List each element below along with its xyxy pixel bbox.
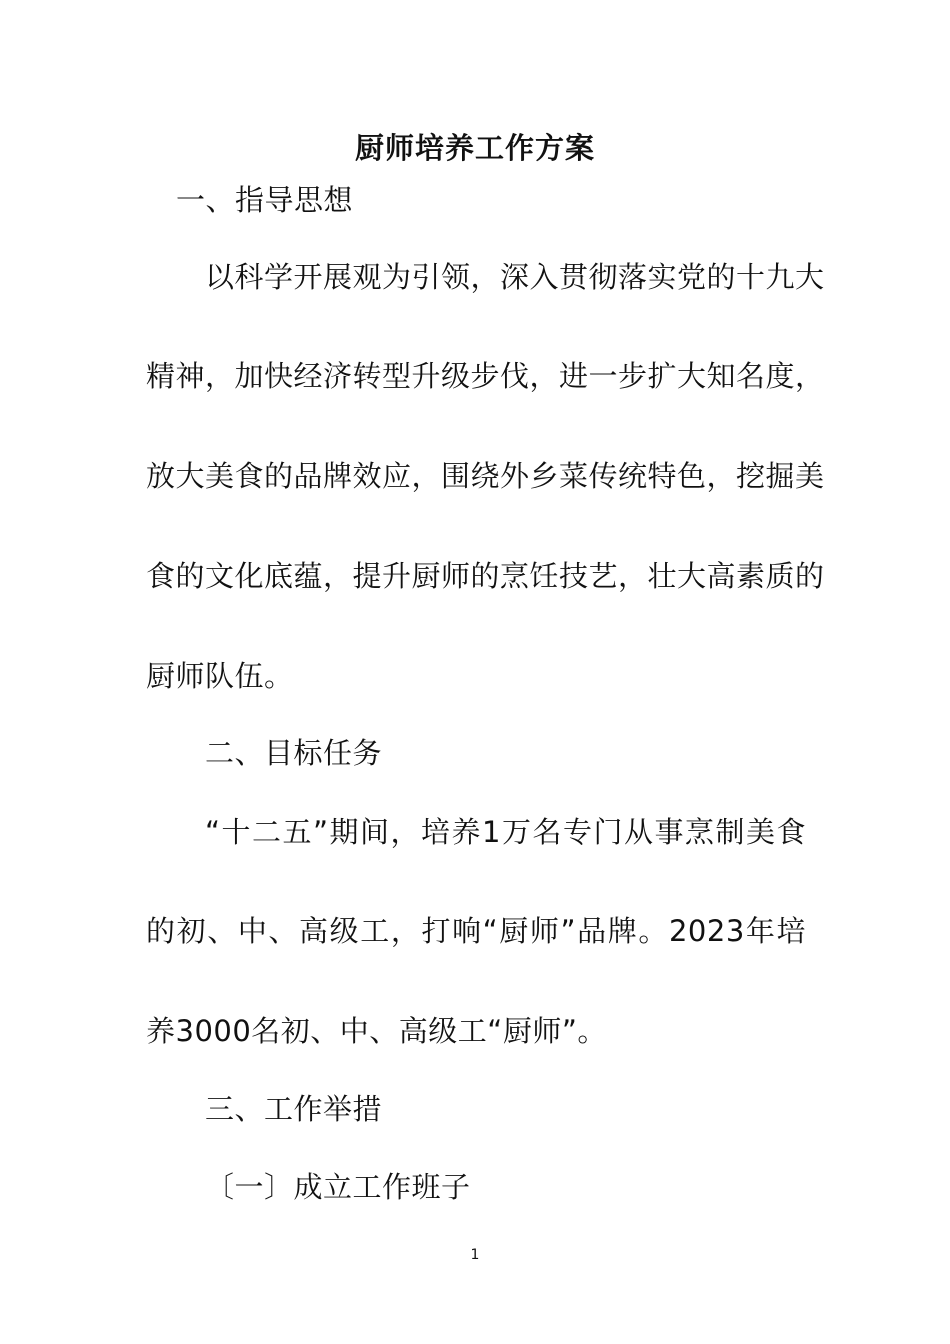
paragraph-line: 食的文化底蕴，提升厨师的烹饪技艺，壮大高素质的 — [146, 559, 825, 593]
paragraph-line: 的初、中、高级工，打响“厨师”品牌。2023年培 — [146, 914, 806, 948]
section-heading-goals: 二、目标任务 — [205, 736, 383, 770]
paragraph-line: 厨师队伍。 — [146, 659, 294, 693]
paragraph-line: 养3000名初、中、高级工“厨师”。 — [146, 1014, 607, 1048]
paragraph-line: 放大美食的品牌效应，围绕外乡菜传统特色，挖掘美 — [146, 459, 825, 493]
paragraph-line: “十二五”期间，培养1万名专门从事烹制美食 — [205, 815, 806, 849]
document-title: 厨师培养工作方案 — [354, 131, 595, 165]
paragraph-line: 以科学开展观为引领，深入贯彻落实党的十九大 — [205, 260, 825, 294]
section-heading-guiding-ideology: 一、指导思想 — [176, 183, 354, 217]
paragraph-line: 精神，加快经济转型升级步伐，进一步扩大知名度， — [146, 359, 825, 393]
section-heading-measures: 三、工作举措 — [205, 1092, 383, 1126]
page-number: 1 — [470, 1247, 480, 1263]
subsection-heading: 〔一〕成立工作班子 — [205, 1170, 471, 1204]
